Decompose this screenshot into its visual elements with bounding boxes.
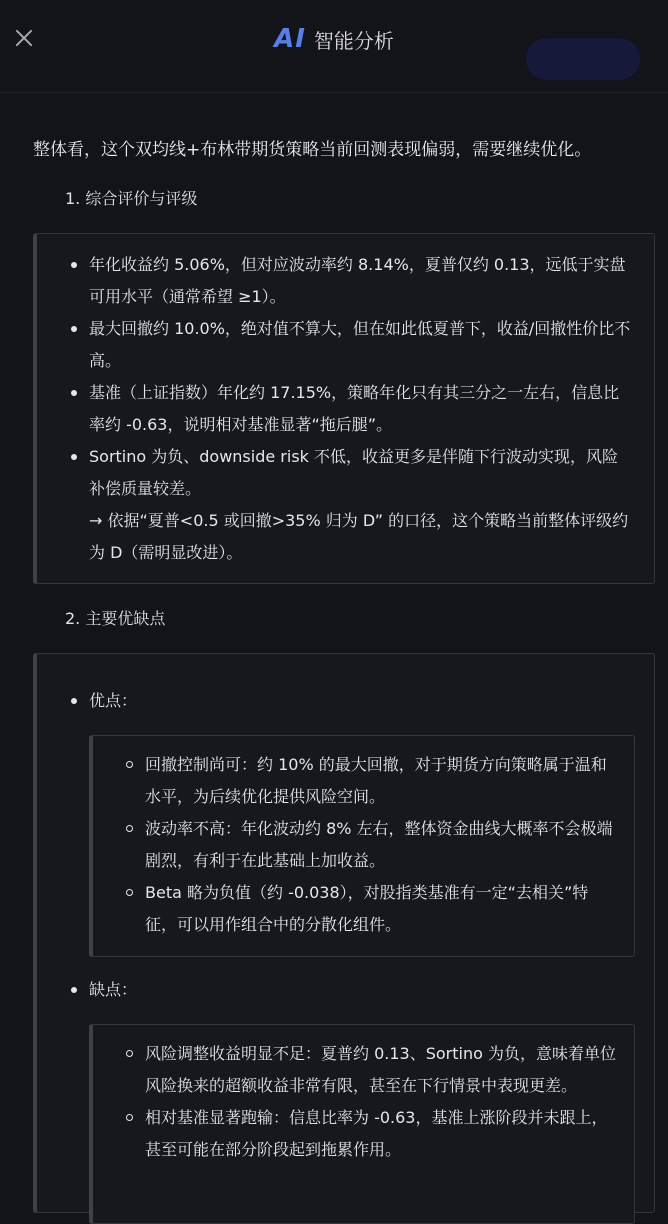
- modal-header: [0, 0, 668, 80]
- cons-card: [89, 1024, 635, 1224]
- list-item: 相对基准显著跑输：信息比率为 -0.63，基准上涨阶段并未跟上，甚至可能在部分阶段起到拖累作用。: [93, 1102, 634, 1166]
- intro-paragraph: 整体看，这个双均线+布林带期货策略当前回测表现偏弱，需要继续优化。: [33, 140, 592, 160]
- list-item: 最大回撤约 10.0%，绝对值不算大，但在如此低夏普下，收益/回撤性价比不高。: [37, 313, 654, 377]
- ai-logo: AI: [274, 24, 306, 54]
- list-item: 波动率不高：年化波动约 8% 左右，整体资金曲线大概率不会极端剧烈，有利于在此基础上加收益。: [93, 813, 634, 877]
- list-item: Beta 略为负值（约 -0.038），对股指类基准有一定“去相关”特征，可以用作组合中的分散化组件。: [93, 877, 634, 941]
- list-item: 风险调整收益明显不足：夏普约 0.13、Sortino 为负，意味着单位风险换来的超额收益非常有限，甚至在下行情景中表现更差。: [93, 1038, 634, 1102]
- list-item: 年化收益约 5.06%，但对应波动率约 8.14%，夏普仅约 0.13，远低于实盘可用水平（通常希望 ≥1）。: [37, 249, 654, 313]
- section-heading-rating: 1. 综合评价与评级: [65, 189, 198, 208]
- rating-card: [33, 233, 655, 584]
- cons-label: 缺点：: [37, 974, 137, 1006]
- list-item: 回撤控制尚可：约 10% 的最大回撤，对于期货方向策略属于温和水平，为后续优化提供风险空间。: [93, 749, 634, 813]
- pros-card: [89, 735, 635, 957]
- list-item: 基准（上证指数）年化约 17.15%，策略年化只有其三分之一左右，信息比率约 -0.63，说明相对基准显著“拖后腿”。: [37, 377, 654, 441]
- pros-label: 优点：: [37, 685, 137, 717]
- rating-conclusion: → 依据“夏普<0.5 或回撤>35% 归为 D” 的口径，这个策略当前整体评级约为 D（需明显改进）。: [89, 511, 629, 562]
- pros-cons-card: [33, 653, 655, 1213]
- section-heading-pros-cons: 2. 主要优缺点: [65, 609, 166, 628]
- modal-title: [0, 24, 668, 56]
- title-text: 智能分析: [313, 28, 394, 53]
- list-item: Sortino 为负、downside risk 不低，收益更多是伴随下行波动实现，风险补偿质量较差。 → 依据“夏普<0.5 或回撤>35% 归为 D” 的口径，这个策略当前整体评级约为 D（需明显改进）。: [37, 441, 654, 569]
